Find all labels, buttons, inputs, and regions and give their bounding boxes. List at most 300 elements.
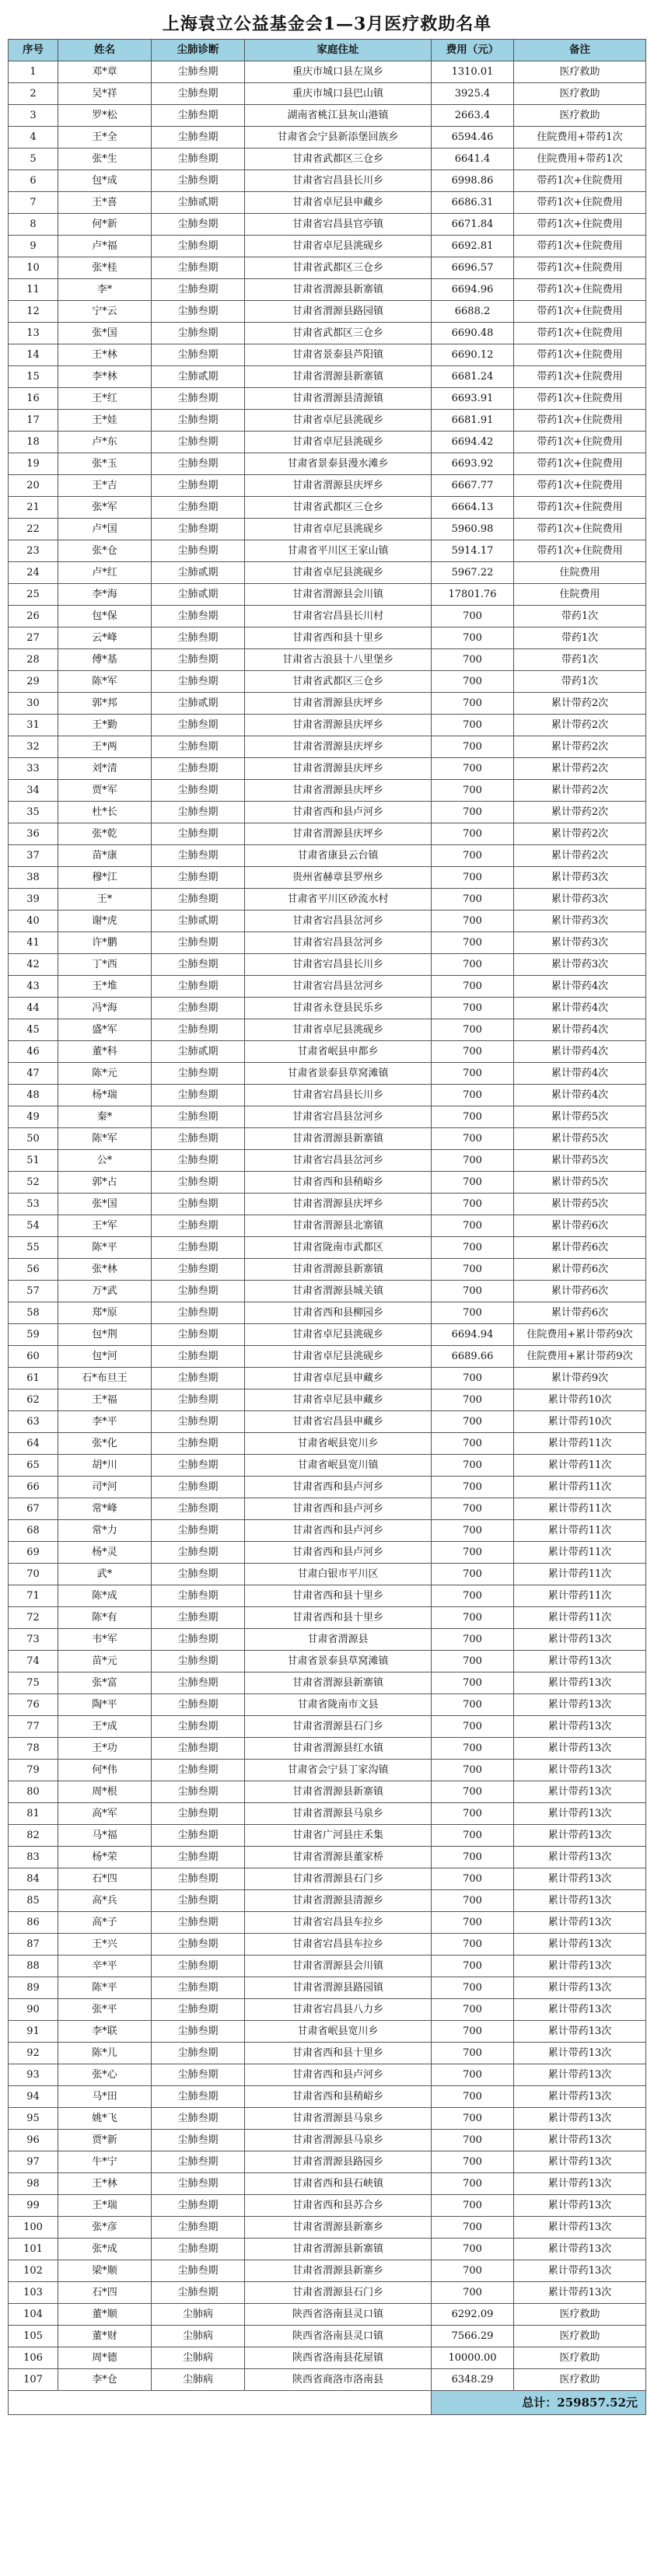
cell-diagnosis: 尘肺叁期 [152,1128,245,1150]
cell-name: 李*仓 [58,2369,152,2391]
cell-index: 46 [9,1041,58,1063]
cell-remark: 累计带药13次 [514,1651,646,1672]
cell-index: 51 [9,1150,58,1172]
cell-name: 秦* [58,1106,152,1128]
cell-diagnosis: 尘肺叁期 [152,279,245,301]
cell-cost: 700 [432,2108,514,2130]
cell-name: 何*新 [58,214,152,236]
header-index: 序号 [9,40,58,61]
cell-remark: 带药1次+住院费用 [514,410,646,432]
cell-index: 71 [9,1585,58,1607]
table-row [9,1106,646,1128]
cell-name: 王*林 [58,344,152,366]
cell-cost: 700 [432,2021,514,2043]
cell-remark: 累计带药13次 [514,2086,646,2108]
cell-name: 张*乾 [58,823,152,845]
cell-diagnosis: 尘肺叁期 [152,823,245,845]
cell-cost: 700 [432,1629,514,1651]
cell-name: 刘*清 [58,758,152,780]
cell-remark: 累计带药13次 [514,1716,646,1738]
table-row [9,584,646,606]
cell-name: 马*福 [58,1825,152,1847]
table-row [9,257,646,279]
cell-cost: 6348.29 [432,2369,514,2391]
cell-address: 甘肃省渭源县会川镇 [245,1956,432,1977]
cell-name: 王*喜 [58,192,152,214]
cell-index: 45 [9,1019,58,1041]
table-row [9,1999,646,2021]
cell-remark: 累计带药13次 [514,1803,646,1825]
cell-remark: 累计带药9次 [514,1368,646,1389]
cell-diagnosis: 尘肺叁期 [152,170,245,192]
table-row [9,1738,646,1760]
cell-cost: 6686.31 [432,192,514,214]
table-row [9,2021,646,2043]
table-row [9,2064,646,2086]
cell-index: 9 [9,236,58,257]
cell-diagnosis: 尘肺叁期 [152,1760,245,1781]
cell-diagnosis: 尘肺叁期 [152,1999,245,2021]
cell-name: 王*林 [58,2173,152,2195]
table-row [9,1607,646,1629]
cell-cost: 6292.09 [432,2304,514,2326]
cell-address: 湖南省桃江县灰山港镇 [245,105,432,127]
cell-index: 93 [9,2064,58,2086]
cell-cost: 6681.91 [432,410,514,432]
cell-name: 张*军 [58,497,152,519]
cell-remark: 累计带药13次 [514,1672,646,1694]
cell-address: 甘肃省景泰县芦阳镇 [245,344,432,366]
cell-index: 107 [9,2369,58,2391]
table-row [9,301,646,323]
cell-cost: 700 [432,1520,514,1542]
cell-name: 陈*军 [58,671,152,693]
cell-index: 55 [9,1237,58,1259]
cell-cost: 700 [432,1455,514,1477]
cell-cost: 700 [432,976,514,998]
cell-diagnosis: 尘肺叁期 [152,2108,245,2130]
cell-remark: 累计带药4次 [514,1063,646,1085]
cell-diagnosis: 尘肺叁期 [152,2043,245,2064]
cell-index: 33 [9,758,58,780]
cell-diagnosis: 尘肺叁期 [152,2195,245,2217]
header-name: 姓名 [58,40,152,61]
table-row [9,1128,646,1150]
cell-address: 甘肃省卓尼县洮砚乡 [245,236,432,257]
table-row [9,2108,646,2130]
cell-address: 甘肃省宕昌县八力乡 [245,1999,432,2021]
table-row [9,1542,646,1564]
table-row [9,649,646,671]
cell-name: 王*福 [58,1389,152,1411]
cell-cost: 6694.94 [432,1324,514,1346]
cell-diagnosis: 尘肺叁期 [152,1389,245,1411]
cell-remark: 带药1次 [514,649,646,671]
cell-address: 甘肃省渭源县庆坪乡 [245,693,432,715]
cell-name: 宁*云 [58,301,152,323]
cell-name: 陈*有 [58,1607,152,1629]
cell-remark: 累计带药13次 [514,2108,646,2130]
cell-name: 张*生 [58,149,152,170]
cell-cost: 10000.00 [432,2347,514,2369]
cell-diagnosis: 尘肺叁期 [152,1455,245,1477]
table-row [9,1411,646,1433]
cell-name: 姚*飞 [58,2108,152,2130]
cell-cost: 700 [432,1912,514,1934]
cell-address: 甘肃省宕昌县岔河乡 [245,1106,432,1128]
cell-cost: 700 [432,2195,514,2217]
cell-name: 陈*儿 [58,2043,152,2064]
cell-address: 陕西省洛南县灵口镇 [245,2304,432,2326]
cell-diagnosis: 尘肺叁期 [152,1346,245,1368]
cell-cost: 6664.13 [432,497,514,519]
cell-address: 重庆市城口县左岚乡 [245,61,432,83]
cell-diagnosis: 尘肺叁期 [152,127,245,149]
cell-name: 包*河 [58,1346,152,1368]
cell-cost: 3925.4 [432,83,514,105]
cell-index: 81 [9,1803,58,1825]
cell-cost: 700 [432,845,514,867]
cell-cost: 700 [432,889,514,911]
cell-index: 24 [9,562,58,584]
cell-address: 甘肃省渭源县庆坪乡 [245,1194,432,1215]
cell-diagnosis: 尘肺贰期 [152,693,245,715]
cell-index: 2 [9,83,58,105]
cell-name: 卢*东 [58,432,152,453]
table-row [9,279,646,301]
cell-remark: 医疗救助 [514,105,646,127]
cell-name: 杨*灵 [58,1542,152,1564]
cell-diagnosis: 尘肺叁期 [152,1825,245,1847]
cell-remark: 医疗救助 [514,2326,646,2347]
cell-address: 甘肃省平川区砂流水村 [245,889,432,911]
cell-name: 谢*虎 [58,911,152,932]
cell-name: 张*富 [58,1672,152,1694]
cell-cost: 700 [432,758,514,780]
table-row [9,2304,646,2326]
cell-address: 甘肃省渭源县石门乡 [245,1716,432,1738]
cell-index: 34 [9,780,58,802]
cell-cost: 700 [432,1237,514,1259]
cell-diagnosis: 尘肺叁期 [152,2021,245,2043]
table-row [9,780,646,802]
cell-name: 常*力 [58,1520,152,1542]
aid-list-table [8,39,646,2415]
cell-diagnosis: 尘肺叁期 [152,1520,245,1542]
cell-diagnosis: 尘肺叁期 [152,671,245,693]
cell-name: 卢*福 [58,236,152,257]
cell-cost: 700 [432,1172,514,1194]
cell-address: 甘肃省西和县卢河乡 [245,1498,432,1520]
cell-cost: 700 [432,627,514,649]
cell-diagnosis: 尘肺叁期 [152,2130,245,2151]
cell-remark: 累计带药11次 [514,1585,646,1607]
cell-address: 甘肃省平川区王家山镇 [245,540,432,562]
cell-diagnosis: 尘肺叁期 [152,1564,245,1585]
table-row [9,889,646,911]
cell-index: 30 [9,693,58,715]
cell-remark: 带药1次+住院费用 [514,344,646,366]
cell-index: 76 [9,1694,58,1716]
cell-index: 69 [9,1542,58,1564]
cell-name: 何*伟 [58,1760,152,1781]
cell-name: 吴*祥 [58,83,152,105]
table-row [9,1259,646,1281]
table-row [9,715,646,736]
cell-diagnosis: 尘肺贰期 [152,584,245,606]
cell-name: 郭*邦 [58,693,152,715]
cell-cost: 700 [432,954,514,976]
cell-name: 王*瑞 [58,2195,152,2217]
table-row [9,998,646,1019]
cell-remark: 累计带药3次 [514,932,646,954]
cell-diagnosis: 尘肺叁期 [152,323,245,344]
table-row [9,170,646,192]
cell-index: 6 [9,170,58,192]
cell-cost: 700 [432,1585,514,1607]
cell-index: 98 [9,2173,58,2195]
table-row [9,693,646,715]
cell-cost: 700 [432,2260,514,2282]
cell-index: 42 [9,954,58,976]
cell-address: 甘肃省渭源县新寨镇 [245,1259,432,1281]
cell-address: 甘肃省永登县民乐乡 [245,998,432,1019]
cell-remark: 累计带药6次 [514,1259,646,1281]
cell-name: 王* [58,889,152,911]
cell-index: 84 [9,1868,58,1890]
cell-index: 4 [9,127,58,149]
cell-name: 石*布旦王 [58,1368,152,1389]
cell-name: 丁*西 [58,954,152,976]
table-row [9,911,646,932]
cell-diagnosis: 尘肺叁期 [152,606,245,627]
cell-remark: 累计带药13次 [514,1890,646,1912]
cell-cost: 700 [432,1803,514,1825]
cell-index: 96 [9,2130,58,2151]
cell-diagnosis: 尘肺叁期 [152,1085,245,1106]
cell-diagnosis: 尘肺叁期 [152,1651,245,1672]
table-row [9,2086,646,2108]
table-row [9,2347,646,2369]
cell-address: 贵州省赫章县罗州乡 [245,867,432,889]
cell-address: 甘肃省岷县宽川乡 [245,2021,432,2043]
cell-index: 15 [9,366,58,388]
cell-diagnosis: 尘肺叁期 [152,1977,245,1999]
cell-index: 63 [9,1411,58,1433]
cell-cost: 5967.22 [432,562,514,584]
cell-diagnosis: 尘肺叁期 [152,149,245,170]
cell-address: 甘肃省岷县宽川乡 [245,1433,432,1455]
cell-diagnosis: 尘肺叁期 [152,1803,245,1825]
cell-address: 甘肃省宕昌县岔河乡 [245,911,432,932]
cell-address: 甘肃省西和县卢河乡 [245,1477,432,1498]
cell-cost: 6693.91 [432,388,514,410]
cell-diagnosis: 尘肺叁期 [152,344,245,366]
cell-cost: 700 [432,932,514,954]
cell-remark: 累计带药13次 [514,1868,646,1890]
cell-cost: 700 [432,1041,514,1063]
cell-index: 29 [9,671,58,693]
cell-diagnosis: 尘肺叁期 [152,889,245,911]
cell-remark: 累计带药13次 [514,1934,646,1956]
table-row [9,2151,646,2173]
table-row [9,540,646,562]
cell-address: 甘肃省景泰县草窝滩镇 [245,1063,432,1085]
cell-index: 31 [9,715,58,736]
table-row [9,432,646,453]
cell-remark: 带药1次+住院费用 [514,301,646,323]
cell-index: 91 [9,2021,58,2043]
cell-remark: 住院费用+带药1次 [514,127,646,149]
cell-index: 16 [9,388,58,410]
cell-address: 甘肃省宕昌县长川乡 [245,1085,432,1106]
cell-diagnosis: 尘肺叁期 [152,1150,245,1172]
table-row [9,671,646,693]
cell-diagnosis: 尘肺贰期 [152,366,245,388]
cell-address: 甘肃省西和县稍峪乡 [245,1172,432,1194]
cell-cost: 700 [432,2151,514,2173]
cell-index: 32 [9,736,58,758]
cell-diagnosis: 尘肺叁期 [152,1433,245,1455]
cell-diagnosis: 尘肺叁期 [152,1106,245,1128]
cell-name: 贾*新 [58,2130,152,2151]
table-row [9,1847,646,1868]
table-row [9,1868,646,1890]
table-header-row [9,40,646,61]
table-row [9,1781,646,1803]
cell-address: 甘肃省卓尼县洮砚乡 [245,519,432,540]
table-body [9,61,646,2391]
cell-index: 52 [9,1172,58,1194]
cell-index: 50 [9,1128,58,1150]
cell-address: 甘肃省渭源县庆坪乡 [245,715,432,736]
cell-address: 甘肃省渭源县路园乡 [245,2151,432,2173]
table-row [9,83,646,105]
cell-address: 甘肃省卓尼县洮砚乡 [245,1019,432,1041]
table-row [9,410,646,432]
table-row [9,127,646,149]
cell-cost: 6594.46 [432,127,514,149]
cell-name: 杜*长 [58,802,152,823]
cell-address: 甘肃省渭源县石门乡 [245,2282,432,2304]
cell-cost: 700 [432,1716,514,1738]
cell-diagnosis: 尘肺叁期 [152,1868,245,1890]
cell-diagnosis: 尘肺病 [152,2326,245,2347]
cell-address: 甘肃省岷县申都乡 [245,1041,432,1063]
cell-diagnosis: 尘肺叁期 [152,780,245,802]
cell-remark: 累计带药13次 [514,2239,646,2260]
table-row [9,2043,646,2064]
cell-name: 辛*平 [58,1956,152,1977]
cell-index: 7 [9,192,58,214]
table-row [9,1455,646,1477]
cell-diagnosis: 尘肺叁期 [152,432,245,453]
cell-diagnosis: 尘肺病 [152,2369,245,2391]
cell-address: 甘肃省卓尼县申藏乡 [245,1368,432,1389]
cell-address: 甘肃省西和县十里乡 [245,2043,432,2064]
cell-remark: 累计带药13次 [514,2021,646,2043]
cell-index: 100 [9,2217,58,2239]
cell-name: 王*成 [58,1716,152,1738]
cell-name: 郑*原 [58,1302,152,1324]
cell-remark: 带药1次+住院费用 [514,432,646,453]
table-row [9,1629,646,1651]
table-row [9,1672,646,1694]
cell-name: 卢*国 [58,519,152,540]
cell-address: 甘肃省渭源县 [245,1629,432,1651]
cell-cost: 2663.4 [432,105,514,127]
table-row [9,606,646,627]
table-row [9,1977,646,1999]
cell-remark: 累计带药11次 [514,1520,646,1542]
cell-diagnosis: 尘肺叁期 [152,1956,245,1977]
table-row [9,1237,646,1259]
cell-index: 106 [9,2347,58,2369]
cell-address: 甘肃省渭源县庆坪乡 [245,758,432,780]
cell-index: 57 [9,1281,58,1302]
cell-name: 常*峰 [58,1498,152,1520]
table-row [9,388,646,410]
cell-address: 甘肃省渭源县新寨乡 [245,2217,432,2239]
cell-name: 王*堆 [58,976,152,998]
cell-index: 39 [9,889,58,911]
cell-remark: 累计带药13次 [514,2260,646,2282]
cell-address: 甘肃省渭源县马泉乡 [245,2130,432,2151]
cell-cost: 6641.4 [432,149,514,170]
cell-remark: 医疗救助 [514,83,646,105]
cell-remark: 累计带药13次 [514,2151,646,2173]
table-row [9,105,646,127]
table-row [9,192,646,214]
cell-address: 甘肃省宕昌县车拉乡 [245,1912,432,1934]
cell-address: 甘肃省西和县十里乡 [245,1607,432,1629]
cell-index: 1 [9,61,58,83]
cell-name: 胡*川 [58,1455,152,1477]
cell-diagnosis: 尘肺叁期 [152,1716,245,1738]
cell-diagnosis: 尘肺贰期 [152,562,245,584]
cell-address: 甘肃省武都区三仓乡 [245,149,432,170]
cell-address: 甘肃省武都区三仓乡 [245,671,432,693]
cell-index: 85 [9,1890,58,1912]
table-row [9,1389,646,1411]
table-row [9,1716,646,1738]
cell-cost: 700 [432,2173,514,2195]
cell-index: 28 [9,649,58,671]
cell-remark: 累计带药3次 [514,889,646,911]
cell-remark: 累计带药13次 [514,1847,646,1868]
table-row [9,61,646,83]
cell-index: 13 [9,323,58,344]
cell-cost: 700 [432,2217,514,2239]
cell-index: 40 [9,911,58,932]
cell-cost: 17801.76 [432,584,514,606]
cell-remark: 累计带药5次 [514,1194,646,1215]
cell-cost: 700 [432,2086,514,2108]
table-row [9,2260,646,2282]
table-row [9,562,646,584]
cell-index: 36 [9,823,58,845]
cell-address: 陕西省洛南县灵口镇 [245,2326,432,2347]
cell-name: 陶*平 [58,1694,152,1716]
table-row [9,627,646,649]
cell-cost: 700 [432,1890,514,1912]
cell-index: 17 [9,410,58,432]
cell-remark: 累计带药13次 [514,1760,646,1781]
cell-address: 甘肃省武都区三仓乡 [245,323,432,344]
cell-cost: 700 [432,1085,514,1106]
cell-remark: 累计带药13次 [514,2130,646,2151]
cell-remark: 带药1次+住院费用 [514,475,646,497]
